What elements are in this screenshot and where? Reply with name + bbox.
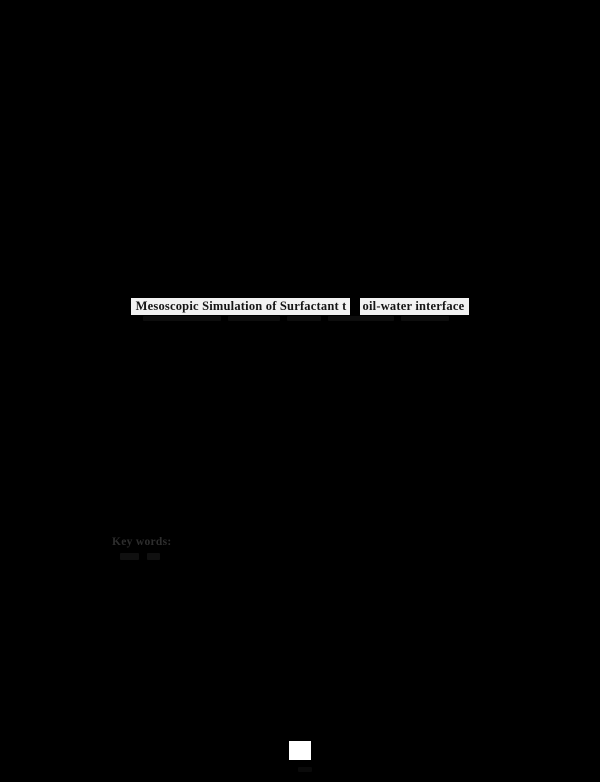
page-number-box <box>289 741 311 760</box>
faint-keywords-text <box>120 553 160 560</box>
faint-text-remnant <box>287 316 321 321</box>
faint-text-remnant <box>401 316 449 321</box>
paper-title-segment-right: oil-water interface <box>360 298 470 315</box>
faint-text-remnant <box>147 553 160 560</box>
faint-text-remnant <box>328 316 394 321</box>
paper-title <box>0 298 600 315</box>
faint-author-line <box>143 316 465 321</box>
faint-text-remnant <box>143 316 221 321</box>
paper-title-segment-left: Mesoscopic Simulation of Surfactant t <box>131 298 350 315</box>
keywords-label: Key words: <box>112 536 172 548</box>
paper-title-obscured-gap <box>350 298 360 315</box>
faint-text-remnant <box>120 553 139 560</box>
faint-footer-mark <box>298 767 312 772</box>
faint-text-remnant <box>228 316 280 321</box>
